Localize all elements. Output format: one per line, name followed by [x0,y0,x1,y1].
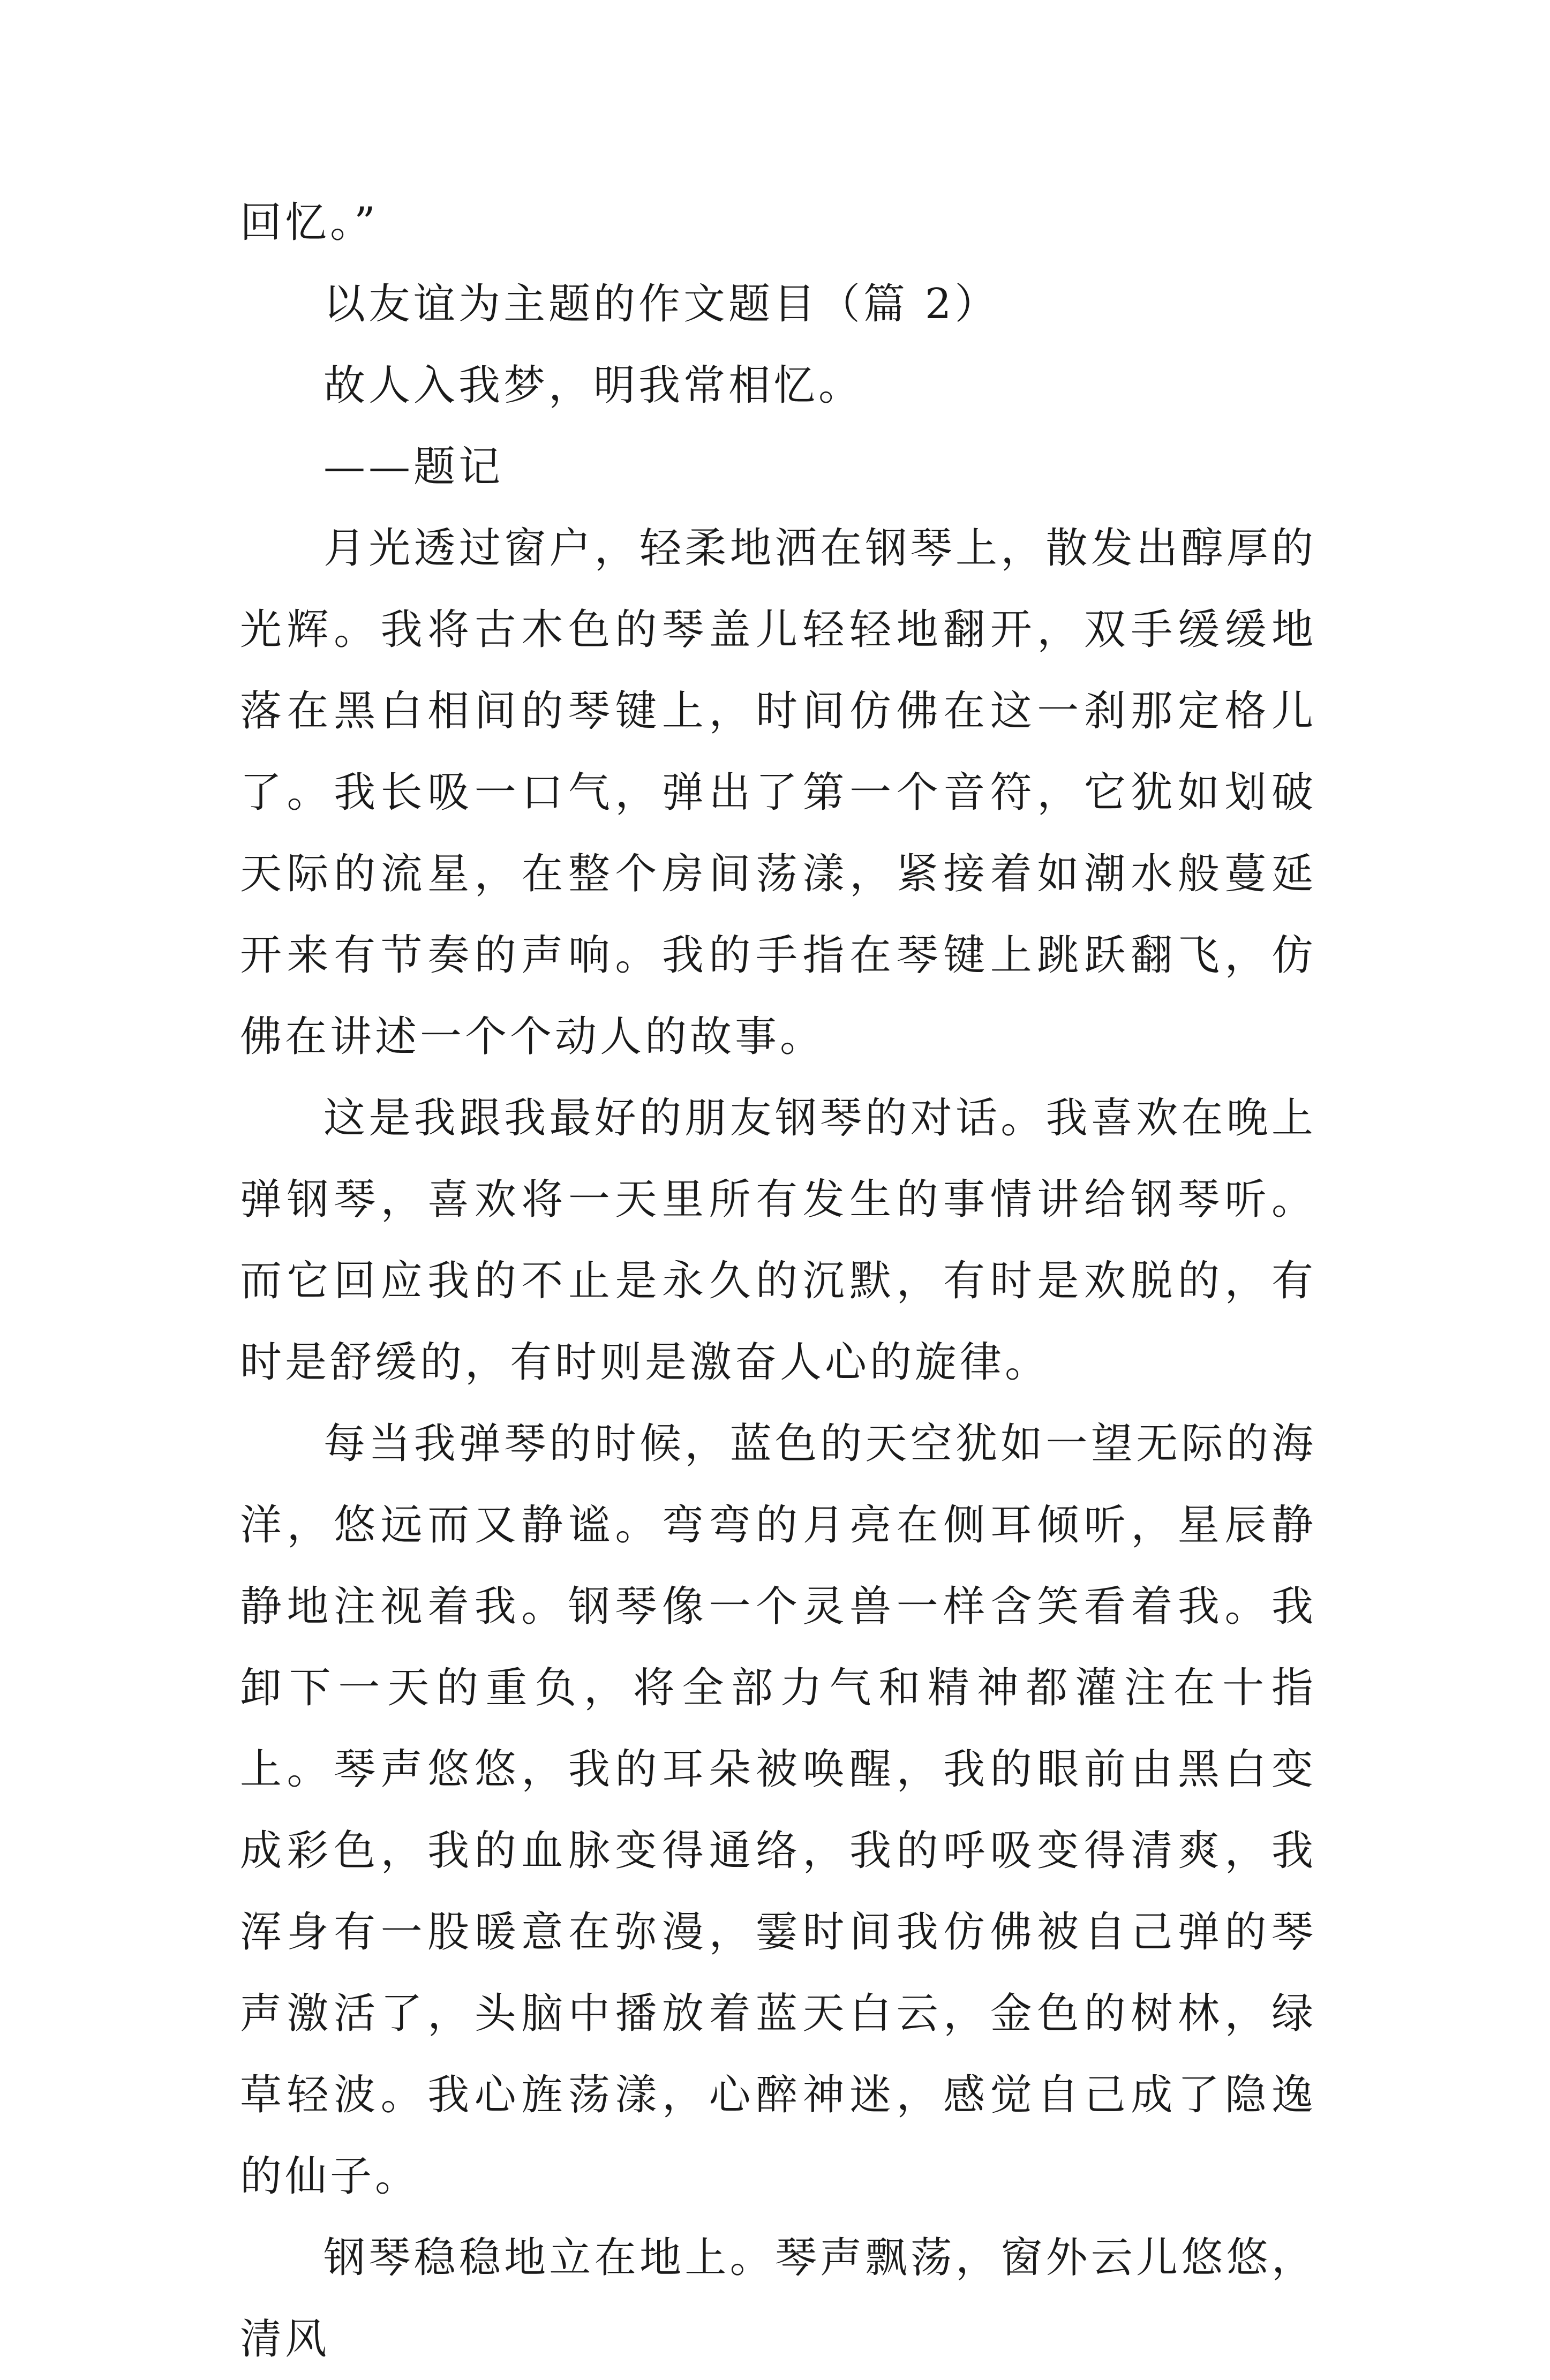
epigraph-attribution: ——题记 [323,443,504,491]
paragraph: 钢琴稳稳地立在地上。琴声飘荡，窗外云儿悠悠，清风 [240,2234,1316,2363]
essay-title: 以友谊为主题的作文题目（篇 2） [323,280,1000,328]
paragraph: 月光透过窗户，轻柔地洒在钢琴上，散发出醇厚的光辉。我将古木色的琴盖儿轻轻地翻开，双手缓缓地落在黑白相间的琴键上，时间仿佛在这一刹那定格儿了。我长吸一口气，弹出了第一个音符，它犹如划破天际的流星，在整个房间荡漾，紧接着如潮水般蔓延开来有节奏的声响。我的手指在琴键上跳跃翻飞，仿佛在讲述一个个动人的故事。 [240,524,1316,1061]
document-body [240,182,1316,2380]
paragraph: 这是我跟我最好的朋友钢琴的对话。我喜欢在晚上弹钢琴，喜欢将一天里所有发生的事情讲给钢琴听。而它回应我的不止是永久的沉默，有时是欢脱的，有时是舒缓的，有时则是激奋人心的旋律。 [240,1094,1316,1387]
epigraph: 故人入我梦，明我常相忆。 [323,361,864,410]
paragraph-continuation: 回忆。” [240,199,379,247]
paragraph: 每当我弹琴的时候，蓝色的天空犹如一望无际的海洋，悠远而又静谧。弯弯的月亮在侧耳倾听，星辰静静地注视着我。钢琴像一个灵兽一样含笑看着我。我卸下一天的重负，将全部力气和精神都灌注在十指上。琴声悠悠，我的耳朵被唤醒，我的眼前由黑白变成彩色，我的血脉变得通络，我的呼吸变得清爽，我浑身有一股暖意在弥漫，霎时间我仿佛被自己弹的琴声激活了，头脑中播放着蓝天白云，金色的树林，绿草轻波。我心旌荡漾，心醉神迷，感觉自己成了隐逸的仙子。 [240,1420,1316,2201]
